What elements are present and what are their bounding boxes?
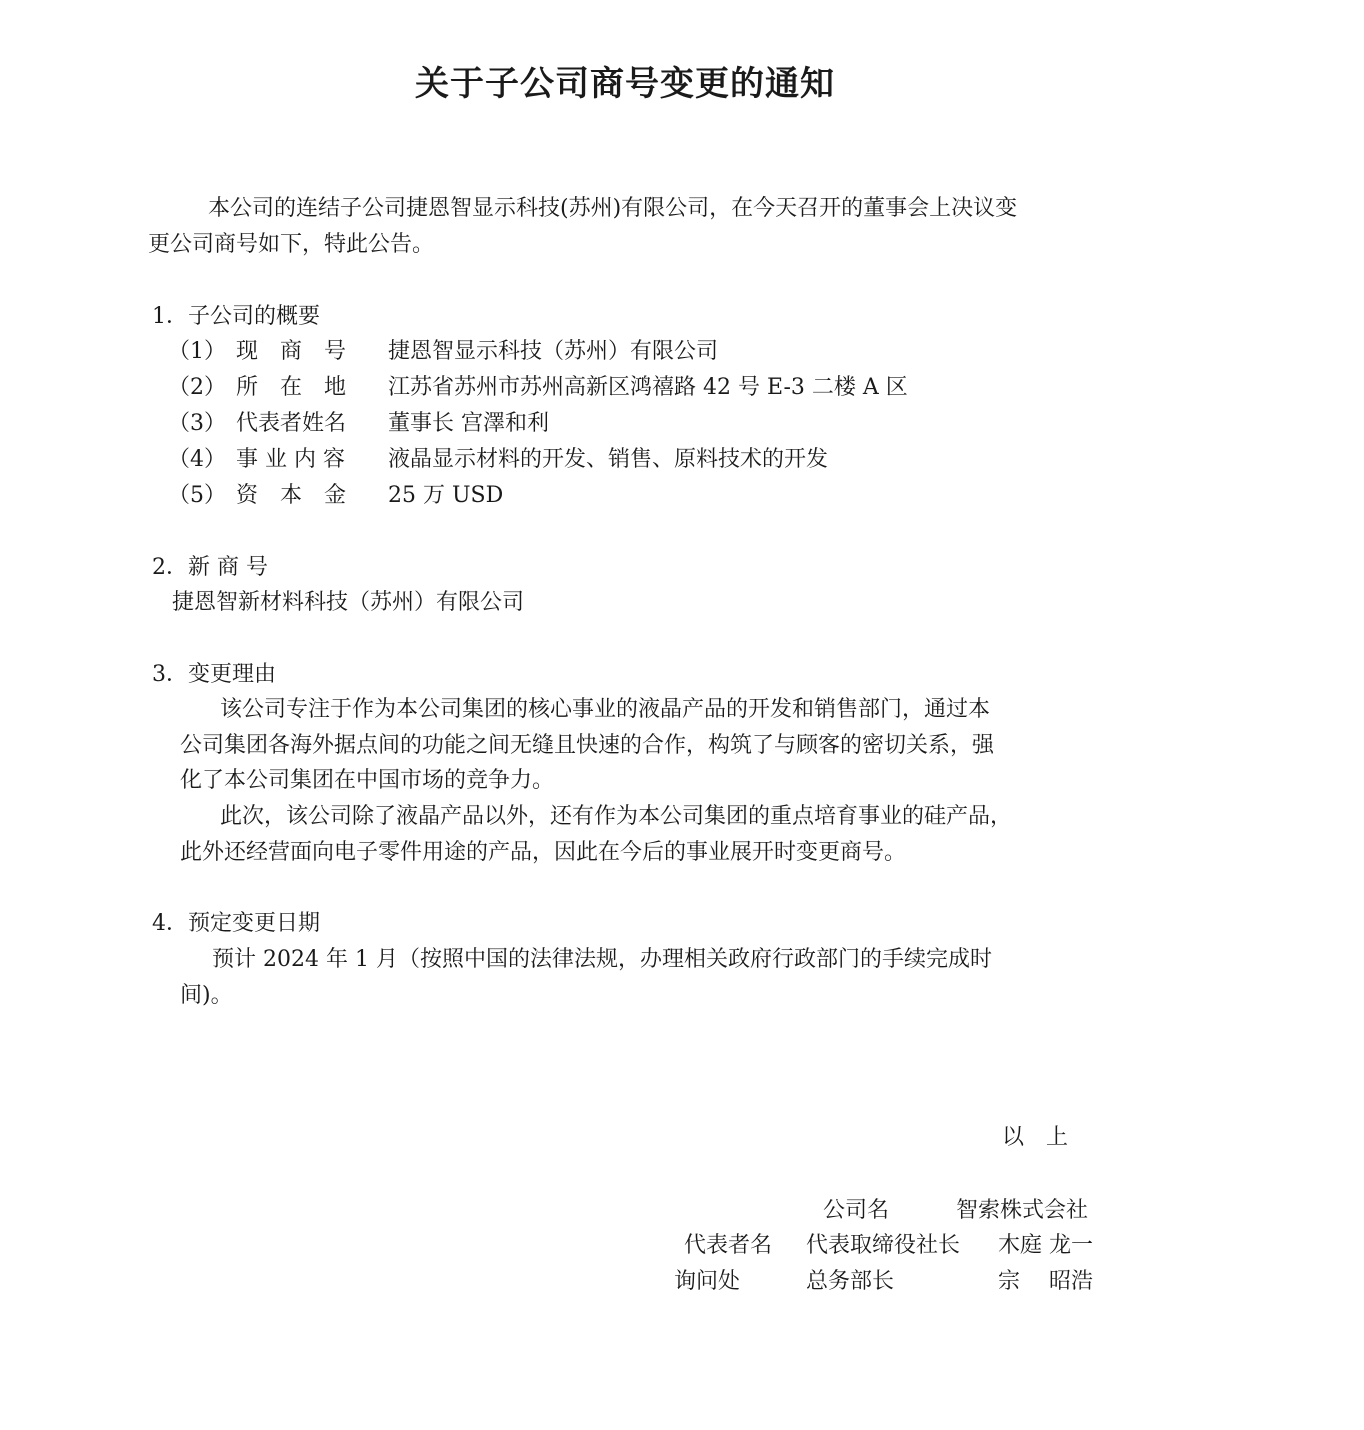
rep-title: 代表取缔役社长: [806, 1233, 961, 1258]
item4-value: 液晶显示材料的开发、销售、原料技术的开发: [388, 447, 829, 472]
company-label: 公司名: [823, 1198, 890, 1223]
item3-label: 代表者姓名: [236, 411, 347, 436]
item1-value: 捷恩智显示科技（苏州）有限公司: [388, 339, 719, 364]
item5-num: （5）: [168, 483, 226, 508]
company-value: 智索株式会社: [956, 1198, 1089, 1223]
contact-title: 总务部长: [806, 1269, 895, 1294]
item2-num: （2）: [168, 375, 226, 400]
item1-num: （1）: [168, 339, 226, 364]
item5-label: 资 本 金: [236, 483, 347, 508]
rep-name: 木庭 龙一: [998, 1233, 1093, 1258]
item5-value: 25 万 USD: [388, 483, 504, 508]
intro-line-2: 更公司商号如下，特此公告。: [148, 232, 435, 257]
section4-heading: 4．预定变更日期: [152, 911, 320, 936]
rep-label: 代表者名: [684, 1233, 773, 1258]
reason-line-4: 此次，该公司除了液晶产品以外，还有作为本公司集团的重点培育事业的硅产品，: [220, 804, 1013, 829]
contact-name: 宗 昭浩: [998, 1269, 1093, 1294]
item4-num: （4）: [168, 447, 226, 472]
new-trade-name: 捷恩智新材料科技（苏州）有限公司: [172, 590, 525, 615]
intro-line-1: 本公司的连结子公司捷恩智显示科技(苏州)有限公司，在今天召开的董事会上决议变: [208, 196, 1018, 221]
item3-value: 董事长 宫澤和利: [388, 411, 549, 436]
section1-heading: 1．子公司的概要: [152, 304, 320, 329]
date-line-1: 预计 2024 年 1 月（按照中国的法律法规，办理相关政府行政部门的手续完成时: [212, 947, 992, 972]
date-line-2: 间)。: [180, 983, 233, 1008]
reason-line-5: 此外还经营面向电子零件用途的产品，因此在今后的事业展开时变更商号。: [180, 840, 907, 865]
page-title: 关于子公司商号变更的通知: [415, 64, 835, 104]
item2-label: 所 在 地: [236, 375, 347, 400]
section3-heading: 3．变更理由: [152, 662, 276, 687]
section2-heading: 2．新 商 号: [152, 555, 268, 580]
contact-label: 询问处: [674, 1269, 741, 1294]
reason-line-2: 公司集团各海外据点间的功能之间无缝且快速的合作，构筑了与顾客的密切关系，强: [180, 733, 995, 758]
item4-label: 事 业 内 容: [236, 447, 345, 472]
reason-line-3: 化了本公司集团在中国市场的竞争力。: [180, 768, 555, 793]
item1-label: 现 商 号: [236, 339, 347, 364]
reason-line-1: 该公司专注于作为本公司集团的核心事业的液晶产品的开发和销售部门，通过本: [220, 697, 991, 722]
closing-mark: 以 上: [1002, 1125, 1069, 1150]
item2-value: 江苏省苏州市苏州高新区鸿禧路 42 号 E-3 二楼 A 区: [388, 375, 908, 400]
item3-num: （3）: [168, 411, 226, 436]
